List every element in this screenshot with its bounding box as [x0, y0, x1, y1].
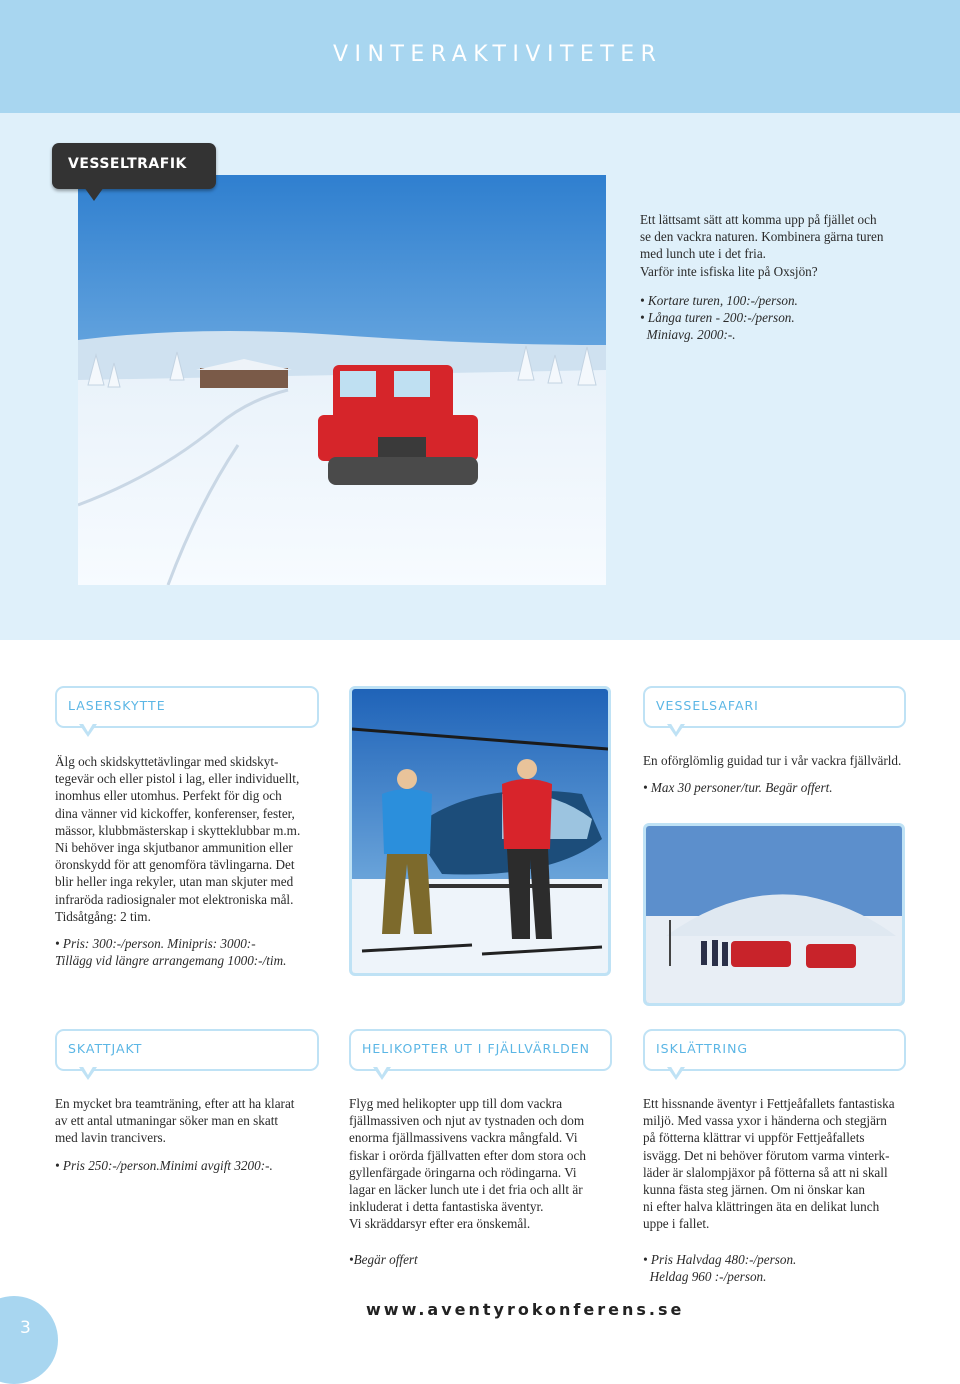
laserskytte-label-box — [55, 686, 319, 728]
text-line: En oförglömlig guidad tur i vår vackra fjällvärld. — [643, 753, 902, 768]
text-line: Ett hissnande äventyr i Fettjeåfallets fantastiska — [643, 1096, 895, 1111]
text-line: fiskar i orörda fjällvatten efter dom stora och — [349, 1147, 586, 1163]
vesseltrafik-tag — [52, 143, 216, 189]
text-line: Älg och skidskyttetävlingar med skidskyt- — [55, 754, 279, 769]
text-line: Tidsåtgång: 2 tim. — [55, 908, 151, 924]
price-line: • Max 30 personer/tur. Begär offert. — [643, 780, 833, 796]
text-line: Vi skräddarsyr efter era önskemål. — [349, 1216, 531, 1232]
text-line: lagar en läcker lunch ute i det fria och allt är — [349, 1182, 583, 1198]
price-line: Heldag 960 :-/person. — [643, 1268, 767, 1284]
text-line: inomhus eller utomhus. Perfekt för dig och — [55, 788, 282, 804]
skattjakt-label-box — [55, 1029, 319, 1071]
snowcat-photo — [78, 175, 606, 585]
laserskytte-text — [55, 753, 335, 969]
text-line: uppe i fallet. — [643, 1216, 710, 1232]
text-line: läder är slalompjäxor på fötterna så att ni skall — [643, 1164, 888, 1180]
vesselsafari-label: VESSELSAFARI — [656, 698, 759, 713]
price-line: • Pris: 300:-/person. Minipris: 3000:- — [55, 936, 256, 952]
text-line: inkluderat i detta fantastiska äventyr. — [349, 1199, 544, 1215]
vesseltrafik-text — [640, 211, 940, 343]
skattjakt-text — [55, 1095, 335, 1174]
text-line: av ett antal utmaningar söker man en skatt — [55, 1113, 279, 1129]
vesseltrafik-label: VESSELTRAFIK — [68, 156, 187, 172]
price-line: • Långa turen - 200:-/person. — [640, 310, 795, 326]
text-line: enorma fjällmassivens vackra mångfald. Vi — [349, 1130, 578, 1146]
text-line: med lunch ute i det fria. — [640, 246, 766, 262]
tag-pointer — [84, 187, 104, 201]
page-number: 3 — [20, 1318, 31, 1338]
helikopter-label-box — [349, 1029, 612, 1071]
helikopter-text — [349, 1095, 629, 1268]
laserskytte-label: LASERSKYTTE — [68, 698, 166, 713]
page-title: VINTERAKTIVITETER — [333, 42, 663, 67]
vesselsafari-text — [643, 752, 943, 796]
text-line: tegevär och eller pistol i lag, eller individuellt, — [55, 771, 300, 787]
text-line: med lavin trancivers. — [55, 1130, 166, 1146]
text-line: fjällmassiven och njut av tystnaden och dom — [349, 1113, 585, 1129]
price-line: Miniavg. 2000:-. — [640, 327, 736, 343]
text-line: öronskydd för att genomföra tävlingarna. Det — [55, 857, 295, 873]
text-line: kunna fästa steg järnen. Om ni önskar kan — [643, 1182, 865, 1198]
text-line: mässor, klubbmästerskap i skytteklubbar m.m. — [55, 822, 301, 838]
text-line: dina vänner vid kickoffer, konferenser, fester, — [55, 805, 295, 821]
price-line: Tillägg vid längre arrangemang 1000:-/tim. — [55, 953, 287, 969]
price-line: • Pris 250:-/person.Minimi avgift 3200:-. — [55, 1157, 273, 1173]
price-line: • Pris Halvdag 480:-/person. — [643, 1251, 797, 1267]
isklattring-label-box — [643, 1029, 906, 1071]
text-line: gyllenfärgade öringarna och rödingarna. Vi — [349, 1164, 577, 1180]
helicopter-skiers-photo — [349, 686, 611, 976]
helikopter-label: HELIKOPTER UT I FJÄLLVÄRLDEN — [362, 1041, 591, 1056]
page-header — [0, 0, 960, 113]
page-number-badge — [0, 1296, 58, 1384]
price-line: •Begär offert — [349, 1251, 418, 1267]
text-line: Varför inte isfiska lite på Oxsjön? — [640, 263, 818, 279]
vesselsafari-photo — [643, 823, 905, 1006]
text-line: på fötterna klättrar vi uppför Fettjeåfallets — [643, 1130, 865, 1146]
text-line: isvägg. Det ni behöver förutom varma vinterk- — [643, 1147, 890, 1163]
text-line: En mycket bra teamträning, efter att ha klarat — [55, 1096, 295, 1111]
price-line: • Kortare turen, 100:-/person. — [640, 292, 798, 308]
text-line: Flyg med helikopter upp till dom vackra — [349, 1096, 563, 1111]
website-link[interactable]: www.aventyrokonferens.se — [366, 1300, 685, 1319]
isklattring-text — [643, 1095, 933, 1285]
vesselsafari-label-box — [643, 686, 906, 728]
text-line: se den vackra naturen. Kombinera gärna turen — [640, 229, 884, 245]
text-line: Ett lättsamt sätt att komma upp på fjället och — [640, 212, 877, 227]
text-line: Ni behöver inga skjutbanor ammunition eller — [55, 840, 293, 856]
text-line: infraröda radiosignaler mot elektroniska mål. — [55, 891, 294, 907]
text-line: miljö. Med vassa yxor i händerna och stegjärn — [643, 1113, 887, 1129]
text-line: blir heller inga rekyler, utan man skjuter med — [55, 874, 294, 890]
skattjakt-label: SKATTJAKT — [68, 1041, 143, 1056]
text-line: ni efter halva klättringen äta en delikat lunch — [643, 1199, 880, 1215]
isklattring-label: ISKLÄTTRING — [656, 1041, 749, 1056]
